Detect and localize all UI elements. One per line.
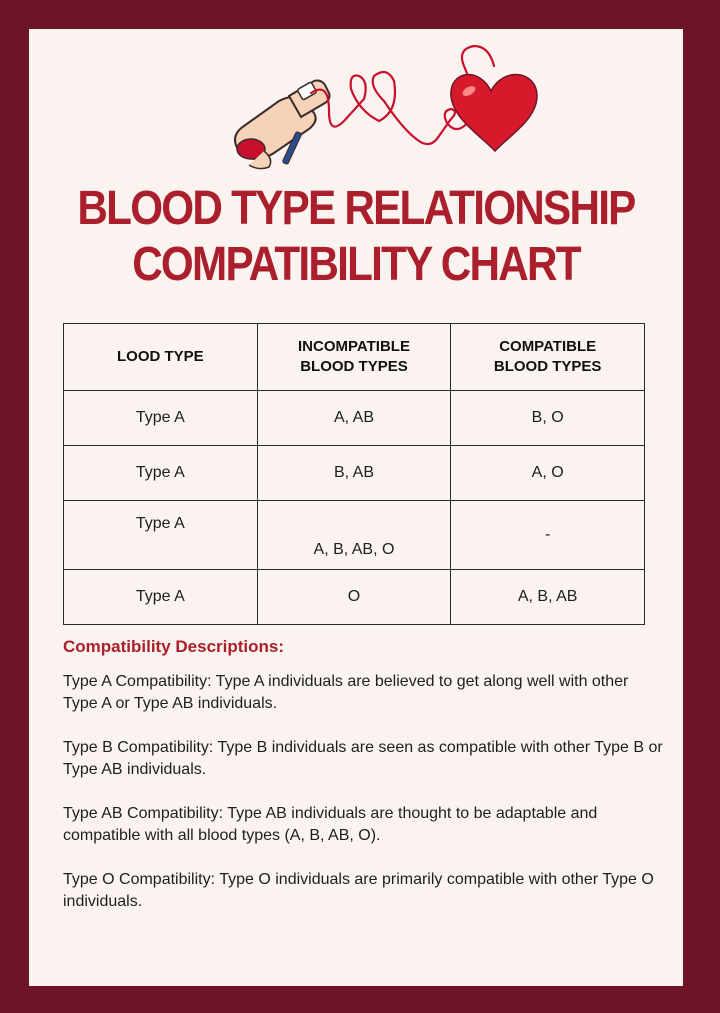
column-header-compatible: COMPATIBLE BLOOD TYPES [451, 324, 645, 391]
incompatible-cell: A, AB [257, 391, 451, 446]
compatibility-table [63, 323, 645, 625]
page-title [68, 181, 644, 293]
blood-donation-illustration [219, 41, 549, 181]
incompatible-cell: A, B, AB, O [257, 501, 451, 570]
description-type-b: Type B Compatibility: Type B individuals are seen as compatible with other Type B or Type AB individuals. [63, 739, 663, 778]
heart-icon [451, 75, 537, 151]
title-line-2: COMPATIBILITY CHART [132, 238, 580, 291]
table-row [64, 446, 645, 501]
descriptions-section [63, 637, 663, 935]
incompatible-cell: B, AB [257, 446, 451, 501]
column-header-blood-type: LOOD TYPE [64, 324, 258, 391]
table-row [64, 570, 645, 625]
table-row [64, 391, 645, 446]
table-header-row [64, 324, 645, 391]
blood-type-cell: Type A [64, 391, 258, 446]
incompatible-cell: O [257, 570, 451, 625]
blood-type-cell: Type A [64, 446, 258, 501]
descriptions-heading: Compatibility Descriptions: [63, 637, 285, 656]
description-type-ab: Type AB Compatibility: Type AB individuals are thought to be adaptable and compatible with all blood types (A, B, AB, O). [63, 805, 598, 844]
description-type-o: Type O Compatibility: Type O individuals are primarily compatible with other Type O individuals. [63, 871, 654, 910]
compatible-cell: B, O [451, 391, 645, 446]
title-line-1: BLOOD TYPE RELATIONSHIP [77, 182, 635, 235]
compatible-cell: - [451, 501, 645, 570]
column-header-incompatible: INCOMPATIBLE BLOOD TYPES [257, 324, 451, 391]
description-type-a: Type A Compatibility: Type A individuals are believed to get along well with other Type A or Type AB individuals. [63, 673, 629, 712]
compatible-cell: A, B, AB [451, 570, 645, 625]
compatible-cell: A, O [451, 446, 645, 501]
blood-donation-arm-icon [235, 81, 330, 169]
blood-type-cell: Type A [64, 570, 258, 625]
blood-type-cell: Type A [64, 501, 258, 570]
table-row [64, 501, 645, 570]
poster-card [29, 29, 683, 986]
